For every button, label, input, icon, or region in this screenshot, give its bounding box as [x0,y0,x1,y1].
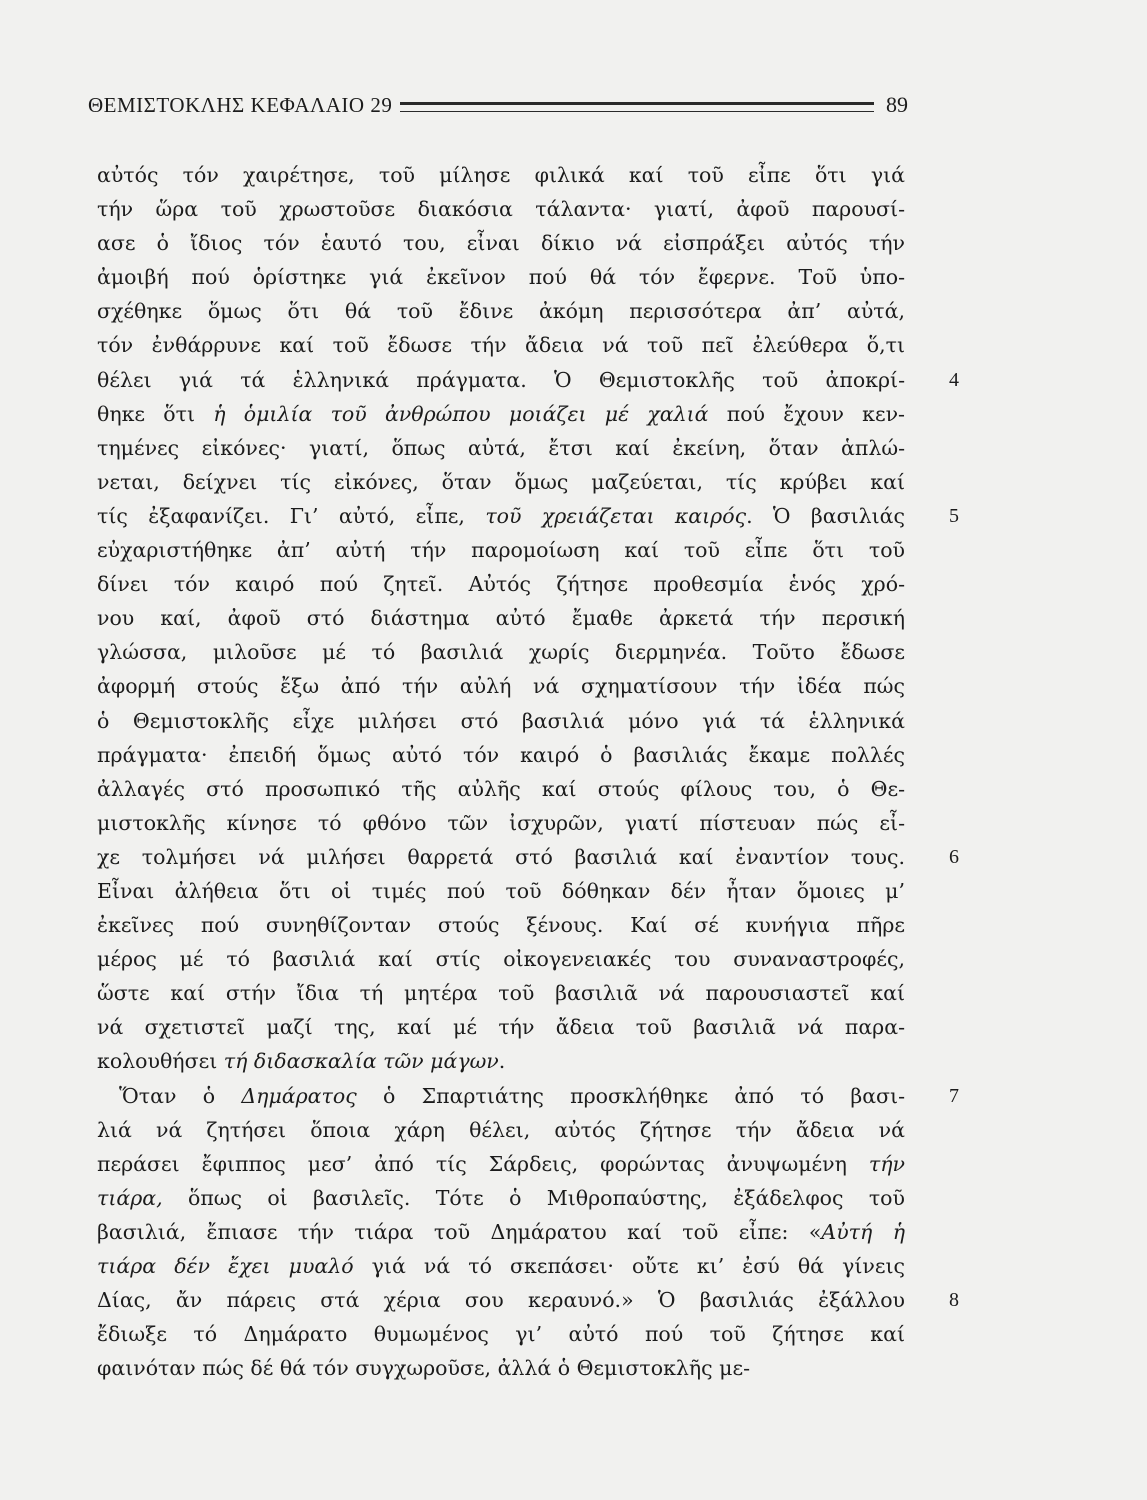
text-run: βασιλιά, ἔπιασε τήν τιάρα τοῦ Δημάρατου καί τοῦ εἶπε: « [97,1219,822,1244]
italic-phrase: τήν [868,1151,905,1176]
text-line [97,533,905,567]
text-run: μιστοκλῆς κίνησε τό φθόνο τῶν ἰσχυρῶν, γιατί πίστευαν πώς εἶ- [97,810,905,835]
text-line [97,158,905,192]
text-line [97,465,905,499]
text-line [97,942,905,976]
text-run: Δίας, ἄν πάρεις στά χέρια σου κεραυνό.» Ὁ βασιλιάς ἐξάλλου [97,1288,905,1313]
text-line [97,806,905,840]
italic-phrase: ἡ ὁμιλία τοῦ ἀνθρώπου μοιάζει μέ χαλιά [213,401,709,426]
text-run: χε τολμήσει νά μιλήσει θαρρετά στό βασιλιά καί ἐναντίον τους. [97,844,905,869]
text-line [97,772,905,806]
text-run: . Ὁ βασιλιάς [746,503,905,528]
italic-phrase: Αὐτή ἡ [821,1219,905,1244]
section-number: 5 [949,505,959,527]
text-run: ασε ὁ ἴδιος τόν ἑαυτό του, εἶναι δίκιο νά εἰσπράξει αὐτός τήν [97,231,905,256]
italic-phrase: τοῦ χρειάζεται καιρός [485,503,747,528]
text-run: γλώσσα, μιλοῦσε μέ τό βασιλιά χωρίς διερμηνέα. Τοῦτο ἔδωσε [97,640,905,665]
text-run: ἐκεῖνες πού συνηθίζονταν στούς ξένους. Καί σέ κυνήγια πῆρε [97,913,905,938]
text-run: νου καί, ἀφοῦ στό διάστημα αὐτό ἔμαθε ἀρκετά τήν περσική [97,606,905,631]
running-head-rule [400,102,874,112]
text-run: κολουθήσει [97,1049,224,1074]
text-line [97,738,905,772]
text-run: νεται, δείχνει τίς εἰκόνες, ὅταν ὅμως μαζεύεται, τίς κρύβει καί [97,469,905,494]
running-head [88,90,908,120]
text-line [97,669,905,703]
text-run: θηκε ὅτι [97,401,214,426]
text-line [97,1215,905,1249]
text-run: γιά νά τό σκεπάσει· οὔτε κι’ ἐσύ θά γίνεις [353,1254,905,1278]
text-run: ἀλλαγές στό προσωπικό τῆς αὐλῆς καί στούς φίλους του, ὁ Θε- [97,776,905,801]
text-run: πράγματα· ἐπειδή ὅμως αὐτό τόν καιρό ὁ βασιλιάς ἔκαμε πολλές [97,742,905,767]
text-line [97,601,905,635]
text-line [97,704,905,738]
text-line [97,499,905,533]
italic-phrase: τή διδασκαλία τῶν μάγων [223,1049,499,1074]
text-line [97,1249,905,1283]
section-number: 6 [949,846,959,868]
italic-phrase: Δημάρατος [241,1083,357,1108]
text-line [97,260,905,294]
text-run: τήν ὥρα τοῦ χρωστοῦσε διακόσια τάλαντα· γιατί, ἀφοῦ παρουσί- [97,197,905,222]
text-run: εὐχαριστήθηκε ἀπ’ αὐτή τήν παρομοίωση καί τοῦ εἶπε ὅτι τοῦ [97,538,905,563]
text-line [97,294,905,328]
section-number: 7 [949,1084,959,1107]
text-line [97,397,905,431]
text-run: ὁ Σπαρτιάτης προσκλήθηκε ἀπό τό βασι- [356,1083,906,1108]
section-number: 8 [949,1289,959,1312]
text-line [97,1351,905,1385]
text-run: . [498,1049,506,1074]
italic-phrase: τιάρα, [97,1185,163,1210]
text-run: πού ἔχουν κεν- [708,401,905,426]
text-line [97,1010,905,1044]
text-run: ὅπως οἱ βασιλεῖς. Τότε ὁ Μιθροπαύστης, ἐξάδελφος τοῦ [162,1185,905,1210]
italic-phrase: τιάρα δέν ἔχει μυαλό [97,1254,354,1278]
text-run: σχέθηκε ὅμως ὅτι θά τοῦ ἔδινε ἀκόμη περισσότερα ἀπ’ αὐτά, [97,299,905,324]
running-head-title: ΘΕΜΙΣΤΟΚΛΗΣ ΚΕΦΑΛΑΙΟ 29 [88,92,393,117]
text-line [97,1147,905,1181]
body-text [97,158,905,1385]
text-line [97,908,905,942]
text-line [97,1283,905,1317]
text-line [97,431,905,465]
text-line [97,840,905,874]
text-run: νά σχετιστεῖ μαζί της, καί μέ τήν ἄδεια τοῦ βασιλιᾶ νά παρα- [97,1015,905,1040]
text-line [97,1317,905,1351]
text-run: τίς ἐξαφανίζει. Γι’ αὐτό, εἶπε, [97,503,486,528]
text-line [97,192,905,226]
text-run: δίνει τόν καιρό πού ζητεῖ. Αὐτός ζήτησε προθεσμία ἑνός χρό- [97,572,905,597]
section-number: 4 [949,368,959,391]
text-line [97,1113,905,1147]
text-line [97,635,905,669]
text-run: τημένες εἰκόνες· γιατί, ὅπως αὐτά, ἔτσι καί ἐκείνη, ὅταν ἁπλώ- [97,435,905,460]
text-run: φαινόταν πώς δέ θά τόν συγχωροῦσε, ἀλλά ὁ Θεμιστοκλῆς με- [97,1356,751,1381]
text-line [97,363,905,397]
text-line [97,1044,905,1078]
text-run: λιά νά ζητήσει ὅποια χάρη θέλει, αὐτός ζήτησε τήν ἄδεια νά [97,1117,905,1142]
text-line [97,226,905,260]
text-run: ἀμοιβή πού ὁρίστηκε γιά ἐκεῖνον πού θά τόν ἔφερνε. Τοῦ ὑπο- [97,265,905,290]
text-run: Εἶναι ἀλήθεια ὅτι οἱ τιμές πού τοῦ δόθηκαν δέν ἦταν ὅμοιες μ’ [97,878,905,903]
text-run: περάσει ἔφιππος μεσ’ ἀπό τίς Σάρδεις, φορώντας ἀνυψωμένη [97,1151,869,1176]
text-run: ὁ Θεμιστοκλῆς εἶχε μιλήσει στό βασιλιά μόνο γιά τά ἑλληνικά [97,708,905,733]
text-run: ἀφορμή στούς ἔξω ἀπό τήν αὐλή νά σχηματίσουν τήν ἰδέα πώς [97,674,905,699]
text-run: τόν ἐνθάρρυνε καί τοῦ ἔδωσε τήν ἄδεια νά τοῦ πεῖ ἐλεύθερα ὅ,τι [97,333,905,358]
text-line [97,328,905,362]
text-line [97,976,905,1010]
text-line [97,1079,905,1113]
text-run: ὥστε καί στήν ἴδια τή μητέρα τοῦ βασιλιᾶ νά παρουσιαστεῖ καί [97,981,905,1006]
text-line [97,567,905,601]
text-run: μέρος μέ τό βασιλιά καί στίς οἰκογενειακές του συναναστροφές, [97,947,905,972]
text-run: Ὅταν ὁ [119,1083,242,1108]
text-line [97,874,905,908]
text-run: θέλει γιά τά ἑλληνικά πράγματα. Ὁ Θεμιστοκλῆς τοῦ ἀποκρί- [97,367,905,392]
page-number: 89 [886,92,908,117]
text-run: αὐτός τόν χαιρέτησε, τοῦ μίλησε φιλικά καί τοῦ εἶπε ὅτι γιά [97,163,905,187]
text-run: ἔδιωξε τό Δημάρατο θυμωμένος γι’ αὐτό πού τοῦ ζήτησε καί [97,1322,905,1347]
text-line [97,1181,905,1215]
